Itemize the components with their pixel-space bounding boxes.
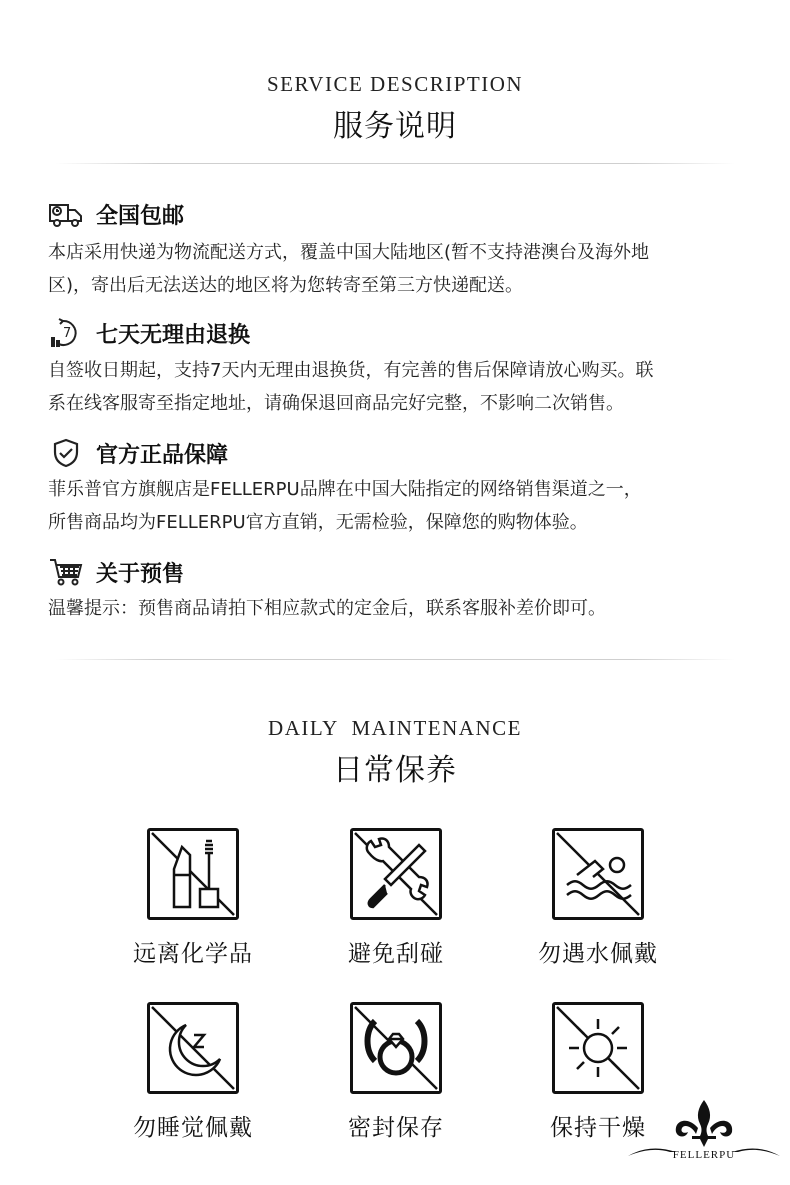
service-item-text bbox=[48, 473, 748, 539]
divider-middle bbox=[55, 659, 735, 660]
ring-icon bbox=[350, 1002, 442, 1094]
text-line: 区)，寄出后无法送达的地区将为您转寄至第三方快递配送。 bbox=[48, 275, 524, 296]
text-line: 系在线客服寄至指定地址，请确保退回商品完好完整，不影响二次销售。 bbox=[48, 393, 624, 414]
text-line: 菲乐普官方旗舰店是FELLERPU品牌在中国大陆指定的网络销售渠道之一， bbox=[48, 479, 642, 500]
text-line: 所售商品均为FELLERPU官方直销，无需检验，保障您的购物体验。 bbox=[48, 512, 588, 533]
care-tile-no-water bbox=[498, 828, 698, 968]
svg-text:7: 7 bbox=[63, 326, 72, 341]
care-label: 避免刮碰 bbox=[348, 941, 444, 967]
care-tile-no-sleeping bbox=[93, 1002, 293, 1142]
sun-icon bbox=[552, 1002, 644, 1094]
care-label: 勿遇水佩戴 bbox=[538, 941, 658, 967]
service-item-title: 七天无理由退换 bbox=[96, 322, 251, 348]
service-item-text bbox=[48, 354, 748, 420]
care-tile-sealed-storage bbox=[296, 1002, 496, 1142]
service-item-presale bbox=[48, 555, 184, 589]
care-label: 保持干燥 bbox=[550, 1115, 646, 1141]
brand-logo-text: FELLERPU bbox=[672, 1149, 736, 1161]
service-item-text bbox=[48, 236, 748, 302]
care-tile-avoid-scratches bbox=[296, 828, 496, 968]
maintenance-title-en: DAILY MAINTENANCE bbox=[268, 716, 522, 740]
shopping-cart-icon bbox=[48, 555, 84, 589]
service-title-en: SERVICE DESCRIPTION bbox=[266, 72, 524, 96]
delivery-truck-icon bbox=[48, 197, 84, 231]
service-item-title: 官方正品保障 bbox=[96, 442, 229, 468]
care-label: 远离化学品 bbox=[133, 941, 253, 967]
care-label: 密封保存 bbox=[348, 1115, 444, 1141]
maintenance-title-cn: 日常保养 bbox=[333, 753, 457, 788]
service-item-authentic-guarantee bbox=[48, 436, 228, 470]
service-item-title: 关于预售 bbox=[96, 561, 185, 587]
care-label: 勿睡觉佩戴 bbox=[133, 1115, 253, 1141]
swimming-icon bbox=[552, 828, 644, 920]
text-line: 本店采用快递为物流配送方式，覆盖中国大陆地区(暂不支持港澳台及海外地 bbox=[48, 242, 650, 263]
shield-check-icon bbox=[48, 436, 84, 470]
sleep-moon-icon bbox=[147, 1002, 239, 1094]
service-item-text bbox=[48, 592, 748, 625]
service-item-title: 全国包邮 bbox=[96, 203, 185, 229]
tools-icon bbox=[350, 828, 442, 920]
brand-logo bbox=[628, 1098, 780, 1168]
seven-day-return-icon bbox=[48, 316, 84, 350]
care-tile-no-chemicals bbox=[93, 828, 293, 968]
service-item-free-shipping bbox=[48, 197, 184, 231]
text-line: 温馨提示：预售商品请拍下相应款式的定金后，联系客服补差价即可。 bbox=[48, 598, 606, 619]
service-title-cn: 服务说明 bbox=[333, 109, 457, 144]
cosmetics-icon bbox=[147, 828, 239, 920]
service-item-seven-day-return bbox=[48, 316, 250, 350]
divider-top bbox=[55, 163, 735, 164]
text-line: 自签收日期起，支持7天内无理由退换货，有完善的售后保障请放心购买。联 bbox=[48, 360, 654, 381]
